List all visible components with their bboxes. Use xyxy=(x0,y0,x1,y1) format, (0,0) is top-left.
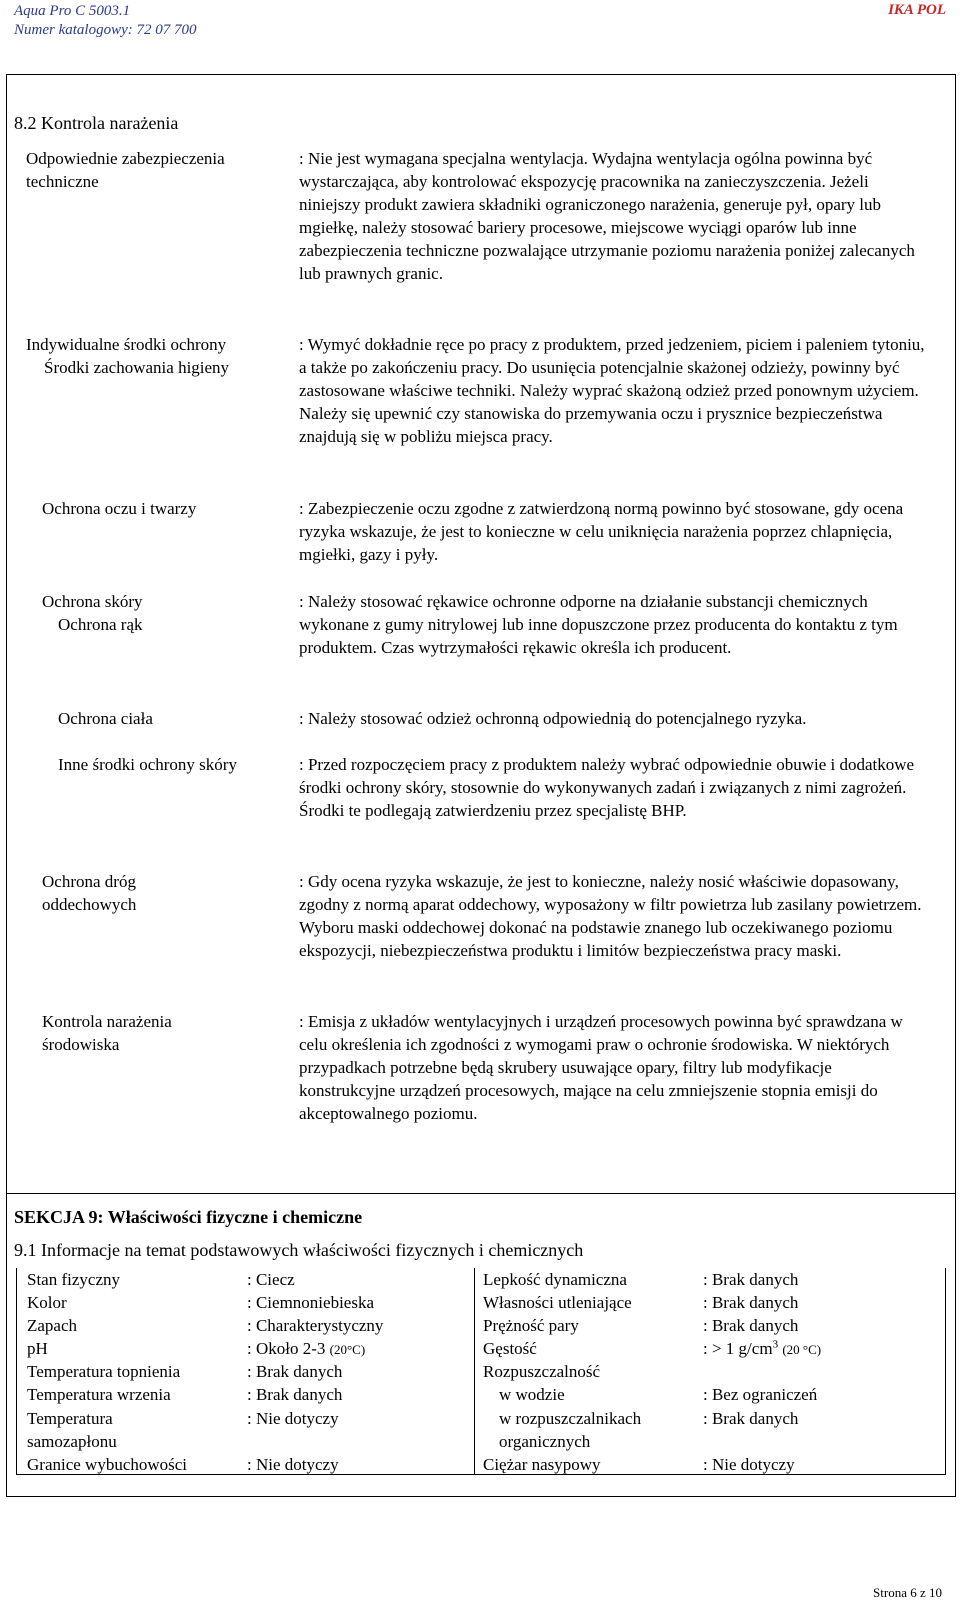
row-label xyxy=(42,1010,310,1056)
property-value: : Brak danych xyxy=(703,1293,799,1312)
property-value: : Brak danych xyxy=(247,1385,343,1404)
label-line: Ochrona dróg xyxy=(42,872,136,891)
table-divider xyxy=(474,1268,475,1474)
row-text: : Emisja z układów wentylacyjnych i urządzeń procesowych powinna być sprawdzana w celu określenia ich zgodności z wymogami praw o ochronie środowiska. W niektórych przypadkach potrzebne będą skrubery usuwające opary, filtry lub modyfikacje konstrukcyjne urządzeń procesowych, mające na celu zmniejszenie stopnia emisji do akceptowalnego poziomu. xyxy=(299,1012,903,1123)
property-value: : Brak danych xyxy=(703,1316,799,1335)
section-8-2-title: 8.2 Kontrola narażenia xyxy=(14,113,179,133)
property-name: Granice wybuchowości xyxy=(27,1455,188,1474)
property-name: w wodzie xyxy=(499,1385,565,1404)
label-line: Odpowiednie zabezpieczenia xyxy=(26,149,225,168)
section-divider xyxy=(6,1193,956,1194)
section-9-1-title: 9.1 Informacje na temat podstawowych właściwości fizycznych i chemicznych xyxy=(14,1240,584,1260)
property-name: Ciężar nasypowy xyxy=(483,1455,601,1474)
row-text-part: Środki te podlegają zatwierdzeniu przez specjalistę BHP. xyxy=(299,801,687,820)
section-9-title: SEKCJA 9: Właściwości fizyczne i chemiczne xyxy=(14,1207,363,1227)
row-label xyxy=(58,707,326,730)
row-text: : Należy stosować odzież ochronną odpowiednią do potencjalnego ryzyka. xyxy=(299,709,807,728)
property-value xyxy=(247,1337,365,1361)
property-value: : Brak danych xyxy=(703,1270,799,1289)
property-value xyxy=(703,1337,821,1361)
value-note: (20°C) xyxy=(329,1342,366,1357)
row-label xyxy=(58,753,326,776)
name-line: Temperatura xyxy=(27,1409,113,1428)
property-value: : Ciemnoniebieska xyxy=(247,1293,375,1312)
label-line: oddechowych xyxy=(42,895,137,914)
row-label xyxy=(26,333,294,379)
label-line: Kontrola narażenia xyxy=(42,1012,172,1031)
row-label xyxy=(42,590,310,636)
property-name: Zapach xyxy=(27,1316,78,1335)
document-header xyxy=(14,2,196,40)
properties-table xyxy=(16,1268,946,1475)
company-name: IKA POL xyxy=(888,2,946,18)
property-value: : Ciecz xyxy=(247,1270,295,1289)
page-number: Strona 6 z 10 xyxy=(873,1585,942,1600)
property-name: Stan fizyczny xyxy=(27,1270,120,1289)
property-name: Temperatura wrzenia xyxy=(27,1385,171,1404)
property-name: Rozpuszczalność xyxy=(483,1362,601,1381)
catalog-number: Numer katalogowy: 72 07 700 xyxy=(14,22,197,38)
row-text: : Zabezpieczenie oczu zgodne z zatwierdzoną normą powinno być stosowane, gdy ocena ryzyka wskazuje, że jest to konieczne w celu uniknięcia narażenia poprzez chlapnięcia, mgiełki, gazy i pyły. xyxy=(299,499,904,564)
value-superscript: 3 xyxy=(772,1338,779,1351)
name-line: samozapłonu xyxy=(27,1432,117,1451)
row-text: : Wymyć dokładnie ręce po pracy z produktem, przed jedzeniem, piciem i paleniem tytoniu, a także po zakończeniu pracy. Do usunięcia potencjalnie skażonej odzieży, powinny być zastosowane właściwe techniki. Należy wyprać skażoną odzież przed ponownym użyciem. Należy się upewnić czy stanowiska do przemywania oczu i prysznice bezpieczeństwa znajdują się w pobliżu miejsca pracy. xyxy=(299,335,925,446)
property-name: Kolor xyxy=(27,1293,67,1312)
row-text: : Nie jest wymagana specjalna wentylacja. Wydajna wentylacja ogólna powinna być wystarczająca, aby kontrolować ekspozycję pracownika na zanieczyszczenia. Jeżeli niniejszy produkt zawiera składniki ograniczonego narażenia, generuje pył, opary lub mgiełkę, należy stosować bariery procesowe, miejscowe wyciągi oparów lub inne zabezpieczenia techniczne pozwalające utrzymanie poziomu narażenia poniżej zalecanych lub prawnych granic. xyxy=(299,149,915,283)
value-main: : Około 2-3 xyxy=(247,1339,326,1358)
row-label xyxy=(42,870,310,916)
value-note: (20 °C) xyxy=(782,1342,822,1357)
label-line: Inne środki ochrony skóry xyxy=(58,755,237,774)
property-value: : Brak danych xyxy=(247,1362,343,1381)
label-line: Ochrona skóry xyxy=(42,592,143,611)
property-name: Gęstość xyxy=(483,1339,537,1358)
row-label xyxy=(26,147,294,193)
row-text: : Należy stosować rękawice ochronne odporne na działanie substancji chemicznych wykonane z gumy nitrylowej lub inne dopuszczone przez producenta do kontaktu z tym produktem. Czas wytrzymałości rękawic określa ich producent. xyxy=(299,592,898,657)
property-value: : Nie dotyczy xyxy=(703,1455,795,1474)
label-line: środowiska xyxy=(42,1035,120,1054)
property-name xyxy=(27,1407,117,1453)
property-value: : Bez ograniczeń xyxy=(703,1385,818,1404)
property-name: Temperatura topnienia xyxy=(27,1362,181,1381)
label-line: Środki zachowania higieny xyxy=(44,358,230,377)
property-name: Własności utleniające xyxy=(483,1293,632,1312)
property-value: : Nie dotyczy xyxy=(247,1409,339,1428)
property-value: : Charakterystyczny xyxy=(247,1316,384,1335)
label-line: Ochrona rąk xyxy=(58,615,143,634)
name-line: w rozpuszczalnikach xyxy=(499,1409,642,1428)
row-text: : Gdy ocena ryzyka wskazuje, że jest to konieczne, należy nosić właściwie dopasowany, zgodny z normą aparat oddechowy, wyposażony w filtr powietrza lub zasilany powietrzem. Wyboru maski oddechowej dokonać na podstawie znanego lub oczekiwanego poziomu ekspozycji, niebezpieczeństwa produktu i limitów bezpieczeństwa pracy maski. xyxy=(299,872,922,960)
label-line: Indywidualne środki ochrony xyxy=(26,335,227,354)
label-line: Ochrona ciała xyxy=(58,709,153,728)
product-name: Aqua Pro C 5003.1 xyxy=(14,3,131,19)
property-name: Lepkość dynamiczna xyxy=(483,1270,627,1289)
property-name: Prężność pary xyxy=(483,1316,579,1335)
property-value: : Brak danych xyxy=(703,1409,799,1428)
property-name xyxy=(499,1407,641,1453)
row-text xyxy=(299,753,929,822)
property-name: pH xyxy=(27,1339,48,1358)
label-line: Ochrona oczu i twarzy xyxy=(42,499,197,518)
property-value: : Nie dotyczy xyxy=(247,1455,339,1474)
row-text-part: : Przed rozpoczęciem pracy z produktem należy wybrać odpowiednie obuwie i dodatkowe środki ochrony skóry, stosownie do wykonywanych zadań i związanych z nimi zagrożeń. xyxy=(299,755,915,797)
name-line: organicznych xyxy=(499,1432,591,1451)
label-line: techniczne xyxy=(26,172,99,191)
value-main: : > 1 g/cm xyxy=(703,1339,773,1358)
row-label xyxy=(42,497,310,520)
